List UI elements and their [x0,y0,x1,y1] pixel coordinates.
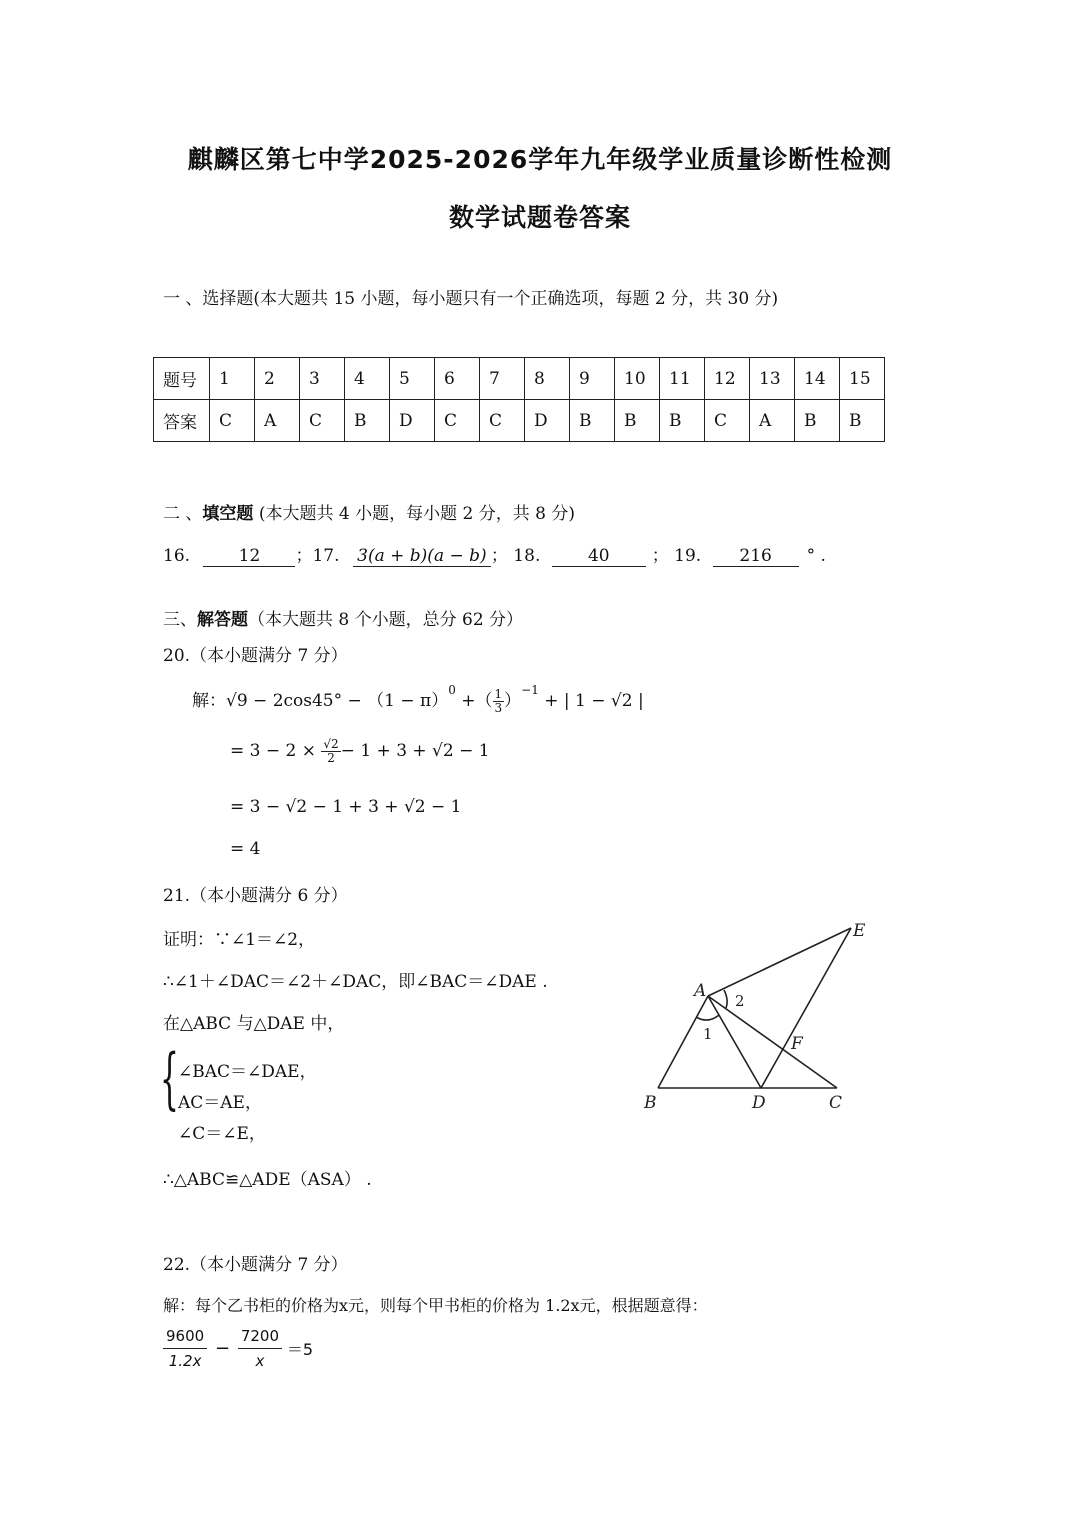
q20-l2-a: = 3 − 2 × [230,741,316,762]
q17-answer: 3(a + b)(a − b) [353,546,491,567]
answer-cell: B [660,400,705,442]
question-number-cell: 2 [255,358,300,400]
answer-table [153,357,885,442]
q17-label: ；17. [295,546,340,566]
answer-cell: B [840,400,885,442]
document-title: 麒麟区第七中学2025-2026学年九年级学业质量诊断性检测 [187,145,893,174]
question-number-cell: 3 [300,358,345,400]
answer-cell: C [210,400,255,442]
q20-l2-b: − 1 + 3 + √2 − 1 [340,741,490,762]
label-F: F [791,1034,803,1054]
q20-frac-third [493,688,505,715]
answer-cell: D [390,400,435,442]
label-C: C [829,1093,843,1113]
question-number-cell: 12 [705,358,750,400]
q20-exp-zero: 0 [448,683,456,697]
answer-cell: C [480,400,525,442]
q21-line3: 在△ABC 与△DAE 中， [163,1014,345,1034]
table-header-cell: 答案 [154,400,210,442]
q21-title: 21.（本小题满分 6 分） [163,886,348,906]
q22-f1-den: 1.2x [168,1351,202,1370]
q20-expr-d: + | 1 − √2 | [544,691,644,711]
answer-cell: D [525,400,570,442]
section3-rest: （本大题共 8 个小题，总分 62 分） [248,610,524,630]
q20-intro: 解： [192,691,226,711]
answer-cell: C [705,400,750,442]
q22-equation [163,1328,313,1369]
fill-in-answers [163,541,826,567]
question-number-cell: 9 [570,358,615,400]
question-number-row [154,358,885,400]
section2-prefix: 二 、 [163,504,203,524]
segment-AE [708,928,851,996]
answer-cell: C [300,400,345,442]
section1-heading: 一 、选择题(本大题共 15 小题，每小题只有一个正确选项，每题 2 分，共 30 分) [163,289,779,309]
question-number-cell: 14 [795,358,840,400]
document-subtitle: 数学试题卷答案 [448,203,631,232]
q20-expr-b: +（ [461,691,493,711]
answer-cell: C [435,400,480,442]
q22-setup: 解：每个乙书柜的价格为x元，则每个甲书柜的价格为 1.2x元，根据题意得： [163,1296,708,1315]
q20-expr-c: ） [504,691,522,711]
question-number-cell: 1 [210,358,255,400]
q19-answer: 216 [713,546,799,567]
angle-1-arc [696,1015,719,1020]
section2-heading [163,499,575,524]
question-number-cell: 4 [345,358,390,400]
question-number-cell: 7 [480,358,525,400]
q22-frac2 [238,1328,282,1369]
section3-bold: 解答题 [197,610,248,630]
q21-cond2: AC＝AE， [178,1093,262,1113]
section3-prefix: 三、 [163,610,197,630]
section2-rest: (本大题共 4 小题，每小题 2 分，共 8 分) [258,504,575,524]
answer-cell: B [570,400,615,442]
q21-conclusion: ∴△ABC≌△ADE（ASA） . [163,1170,372,1190]
answer-cell: A [255,400,300,442]
q16-answer: 12 [203,546,295,567]
q16-label: 16. [163,546,191,566]
label-A: A [694,981,707,1001]
q20-line2 [230,738,490,765]
q20-line3: = 3 − √2 − 1 + 3 + √2 − 1 [230,797,462,817]
question-number-cell: 13 [750,358,795,400]
segment-AC [708,996,837,1088]
label-angle-2: 2 [735,992,745,1010]
segment-AB [658,996,708,1088]
q20-line1 [192,683,644,715]
q20-frac-den: 3 [494,701,503,715]
q20-l2-num: √2 [323,737,339,751]
q22-minus: − [214,1338,231,1359]
segment-DE [761,928,851,1088]
question-number-cell: 11 [660,358,705,400]
q18-answer: 40 [552,546,646,567]
q22-f1-num: 9600 [163,1328,207,1349]
label-B: B [644,1093,657,1113]
triangle-figure [630,910,890,1120]
label-angle-1: 1 [703,1025,713,1043]
q21-line2: ∴∠1＋∠DAC＝∠2＋∠DAC，即∠BAC＝∠DAE . [163,972,548,992]
q22-title: 22.（本小题满分 7 分） [163,1255,348,1275]
angle-2-arc [724,990,727,1008]
q21-cond1: ∠BAC＝∠DAE， [178,1062,317,1082]
q21-cond3: ∠C＝∠E， [178,1124,266,1144]
question-number-cell: 5 [390,358,435,400]
label-E: E [853,921,866,941]
section3-heading [163,605,523,630]
question-number-cell: 10 [615,358,660,400]
q20-frac-num: 1 [494,686,503,701]
table-header-cell: 题号 [154,358,210,400]
q19-label: ； 19. [651,546,702,566]
question-number-cell: 8 [525,358,570,400]
answer-cell: B [345,400,390,442]
q22-f2-num: 7200 [238,1328,282,1349]
answer-cell: B [795,400,840,442]
label-D: D [752,1093,766,1113]
answer-cell: A [750,400,795,442]
q20-expr-a: √9 − 2cos45° − （1 − π） [226,691,449,711]
q22-frac1 [163,1328,207,1369]
q20-frac-root2 [321,738,340,765]
answer-cell: B [615,400,660,442]
q22-rhs: ＝5 [286,1340,313,1359]
question-number-cell: 6 [435,358,480,400]
q22-f2-den: x [255,1351,265,1370]
q20-line4: = 4 [230,839,261,859]
q21-line1: 证明：∵∠1＝∠2， [163,930,316,950]
section2-bold: 填空题 [202,504,254,524]
q20-title: 20.（本小题满分 7 分） [163,646,348,666]
answer-row [154,400,885,442]
q18-label: ； 18. [490,546,541,566]
system-brace: { [160,1040,179,1117]
question-number-cell: 15 [840,358,885,400]
degree-tail: ° . [806,546,826,566]
q20-l2-den: 2 [327,751,335,766]
q20-exp-neg1: −1 [521,683,539,697]
